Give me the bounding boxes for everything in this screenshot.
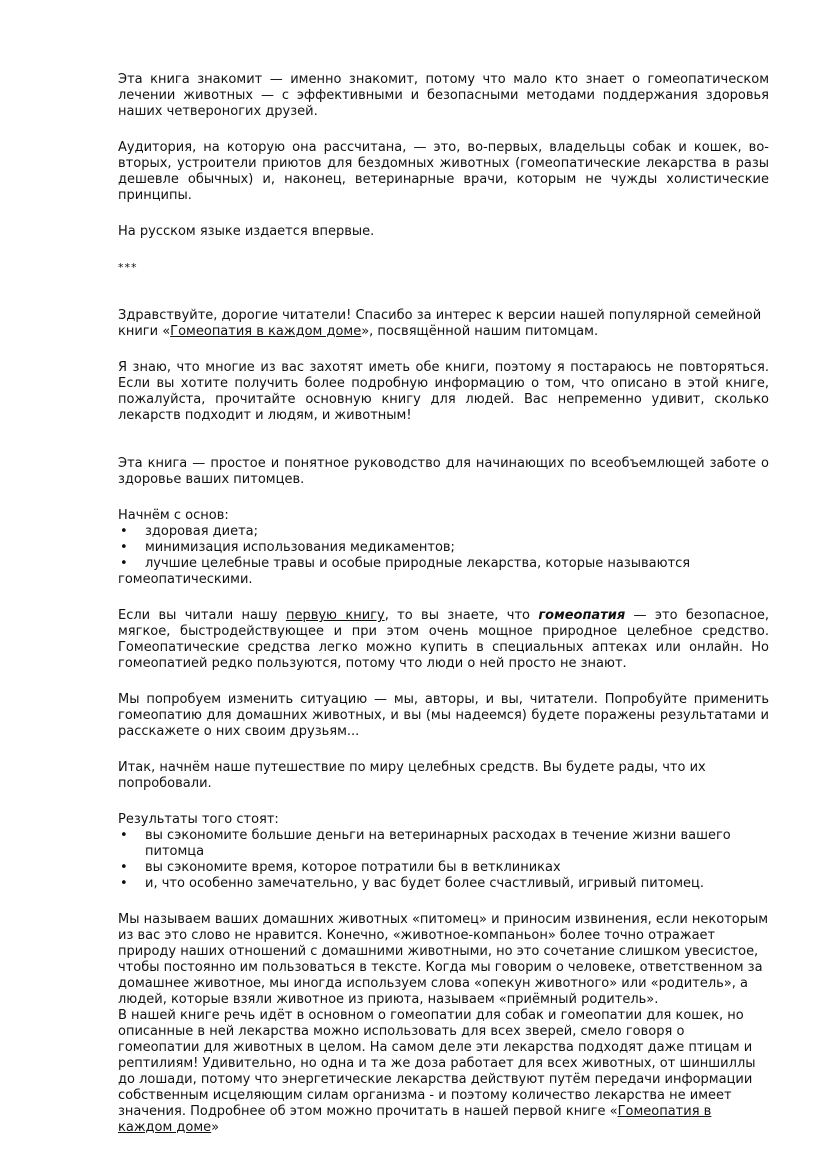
first-book-link[interactable]: первую книгу [285,608,385,623]
pet-paragraph: Мы называем ваших домашних животных «питомец» и приносим извинения, если некоторым из вас это слово не нравится. Конечно, «животное-компаньон» более точно отражает природу наших отношений с домашними животными, но это сочетание слишком увесистое, чтобы постоянно им пользоваться в тексте. Когда мы говорим о человеке, ответственном за домашнее животное, мы иногда используем слова «опекун животного» или «родитель», а людей, которые взяли животное из приюта, называем «приёмный родитель». [118,912,769,1007]
greeting-text: Здравствуйте, дорогие читатели! Спасибо за интерес к версии нашей популярной семейной книги « [118,308,762,339]
guide-paragraph: Эта книга — простое и понятное руководство для начинающих по всеобъемлющей заботе о здоровье ваших питомцев. [118,456,769,487]
greeting-paragraph [118,308,769,340]
basics-section [118,508,769,588]
read-middle: , то вы знаете, что [384,608,539,623]
read-before: Если вы читали нашу [118,608,286,623]
section-separator: *** [118,261,138,274]
results-section [118,812,769,892]
try-paragraph: Мы попробуем изменить ситуацию — мы, авторы, и вы, читатели. Попробуйте применить гомеопатию для домашних животных, и вы (мы надеемся) будете поражены результатами и расскажете о них своим друзьям... [118,692,769,739]
basics-continuation: гомеопатическими. [118,572,253,587]
document-page [118,72,769,1136]
list-item: • вы сэкономите большие деньги на ветеринарных расходах в течение жизни вашего питомца [118,828,769,860]
intro-paragraph-1: Эта книга знакомит — именно знакомит, потому что мало кто знает о гомеопатическом лечении животных — с эффективными и безопасными методами поддержания здоровья наших четвероногих друзей. [118,72,769,119]
basics-list [118,524,769,572]
results-heading: Результаты того стоят: [118,812,279,827]
homeopathy-term: гомеопатия [538,608,626,623]
book-link-final[interactable]: Гомеопатия в каждом доме [118,1104,712,1135]
journey-paragraph: Итак, начнём наше путешествие по миру целебных средств. Вы будете рады, что их попробовали. [118,760,706,791]
list-item: • и, что особенно замечательно, у вас будет более счастливый, игривый питомец. [118,876,769,892]
greeting-after: », посвящённой нашим питомцам. [361,324,599,339]
intro-paragraph-3: На русском языке издается впервые. [118,224,375,239]
read-paragraph [118,608,769,672]
final-paragraph [118,1008,769,1136]
list-item: • вы сэкономите время, которое потратили бы в ветклиниках [118,860,769,876]
results-list [118,828,769,892]
know-paragraph: Я знаю, что многие из вас захотят иметь обе книги, поэтому я постараюсь не повторяться. Если вы хотите получить более подробную информацию о том, что описано в этой книге, пожалуйста, прочитайте основную книгу для людей. Вас непременно удивит, сколько лекарств подходит и людям, и животным! [118,360,769,423]
basics-heading: Начнём с основ: [118,508,229,523]
list-item: • лучшие целебные травы и особые природные лекарства, которые называются [118,556,769,572]
list-item: • минимизация использования медикаментов; [118,540,769,556]
intro-paragraph-2: Аудитория, на которую она рассчитана, — это, во-первых, владельцы собак и кошек, во-вторых, устроители приютов для бездомных животных (гомеопатические лекарства в разы дешевле обычных) и, наконец, ветеринарные врачи, которым не чужды холистические принципы. [118,140,769,203]
final-after: » [211,1120,220,1135]
book-link[interactable]: Гомеопатия в каждом доме [170,324,362,339]
read-after: — это безопасное, мягкое, быстродействующее и при этом очень мощное природное целебное средство. Гомеопатические средства легко можно купить в специальных аптеках или онлайн. Но гомеопатией редко пользуются, потому что люди о ней просто не знают. [118,608,769,671]
list-item: • здоровая диета; [118,524,769,540]
final-text: В нашей книге речь идёт в основном о гомеопатии для собак и гомеопатии для кошек, но описанные в ней лекарства можно использовать для всех зверей, смело говоря о гомеопатии для животных в целом. На самом деле эти лекарства подходят даже птицам и рептилиям! Удивительно, но одна и та же доза работает для всех животных, от шиншиллы до лошади, потому что энергетические лекарства действуют путём передачи информации собственным исцеляющим силам организма - и поэтому количество лекарства не имеет значения. Подробнее об этом можно прочитать в нашей первой книге « [118,1008,756,1119]
